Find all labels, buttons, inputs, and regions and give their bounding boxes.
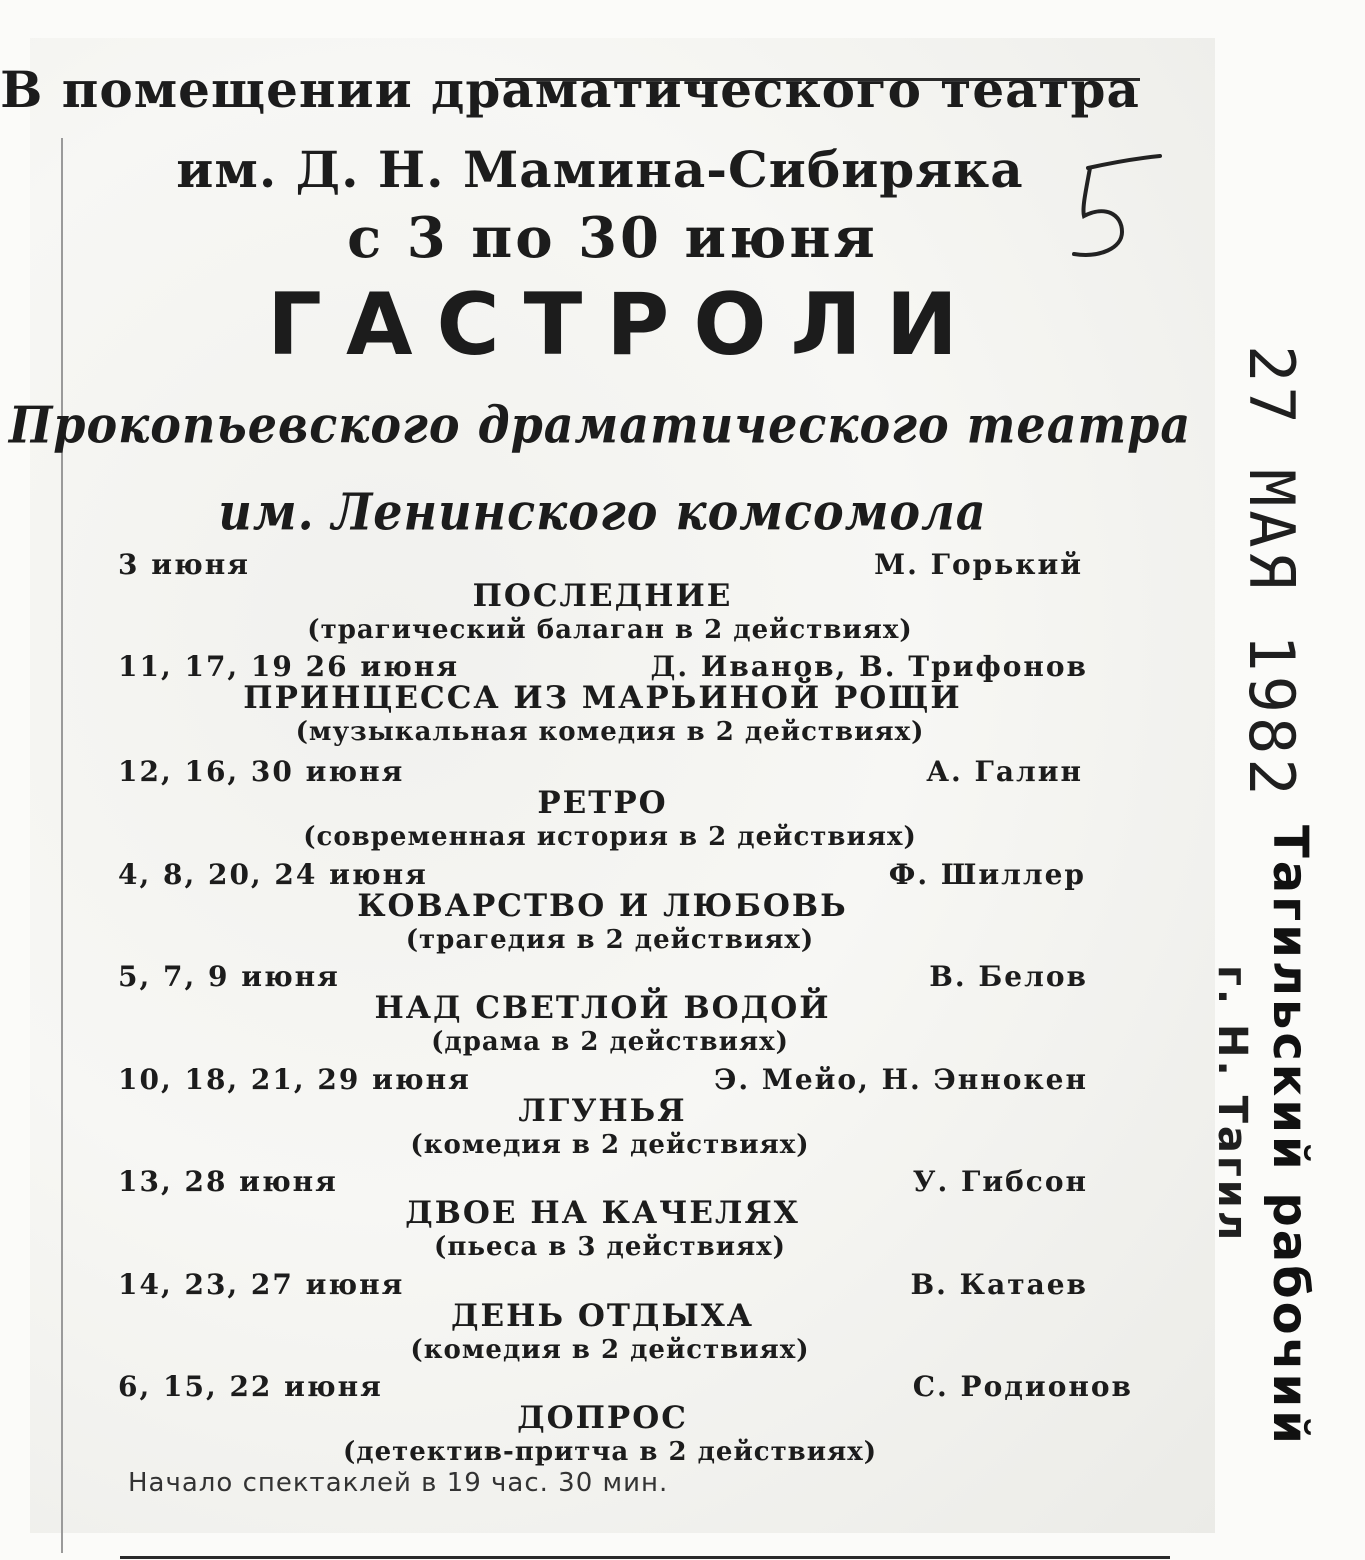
performance-author: В. Катаев bbox=[910, 1268, 1088, 1301]
performance-title: ДОПРОС bbox=[517, 1400, 688, 1436]
performance-author: В. Белов bbox=[929, 960, 1088, 993]
performance-genre: (комедия в 2 действиях) bbox=[410, 1130, 810, 1160]
tour-dates: с 3 по 30 июня bbox=[347, 205, 878, 271]
performance-author: Э. Мейо, Н. Эннокен bbox=[714, 1063, 1088, 1096]
performance-dates: 5, 7, 9 июня bbox=[118, 960, 340, 993]
performance-title: ДЕНЬ ОТДЫХА bbox=[450, 1298, 755, 1334]
performance-dates: 14, 23, 27 июня bbox=[118, 1268, 405, 1301]
performance-genre: (современная история в 2 действиях) bbox=[303, 822, 917, 852]
performance-dates: 3 июня bbox=[118, 548, 250, 581]
performance-dates: 13, 28 июня bbox=[118, 1165, 338, 1198]
touring-theatre: Прокопьевского драматического театра bbox=[8, 395, 1192, 455]
handwritten-number-mark bbox=[1060, 150, 1180, 270]
bottom-rule bbox=[120, 1556, 1170, 1559]
performance-title: РЕТРО bbox=[537, 785, 668, 821]
tour-heading: ГАСТРОЛИ bbox=[267, 275, 982, 375]
performance-dates: 4, 8, 20, 24 июня bbox=[118, 858, 428, 891]
performance-genre: (трагедия в 2 действиях) bbox=[405, 925, 815, 955]
performance-title: НАД СВЕТЛОЙ ВОДОЙ bbox=[374, 990, 831, 1026]
performance-genre: (трагический балаган в 2 действиях) bbox=[307, 615, 913, 645]
performance-title: ПРИНЦЕССА ИЗ МАРЬИНОЙ РОЩИ bbox=[243, 680, 962, 716]
performance-dates: 12, 16, 30 июня bbox=[118, 755, 405, 788]
performance-title: ПОСЛЕДНИЕ bbox=[472, 578, 733, 614]
venue-line: В помещении драматического театра bbox=[0, 60, 1140, 119]
venue-name-line: им. Д. Н. Мамина-Сибиряка bbox=[176, 140, 1024, 199]
performance-author: Ф. Шиллер bbox=[888, 858, 1086, 891]
start-time-note: Начало спектаклей в 19 час. 30 мин. bbox=[128, 1468, 669, 1498]
performance-author: А. Галин bbox=[926, 755, 1083, 788]
performance-genre: (детектив-притча в 2 действиях) bbox=[342, 1437, 878, 1467]
performance-genre: (пьеса в 3 действиях) bbox=[434, 1232, 786, 1262]
performance-title: КОВАРСТВО И ЛЮБОВЬ bbox=[357, 888, 848, 924]
performance-genre: (комедия в 2 действиях) bbox=[410, 1335, 810, 1365]
performance-title: ЛГУНЬЯ bbox=[518, 1093, 687, 1129]
performance-author: М. Горький bbox=[874, 548, 1083, 581]
performance-author: С. Родионов bbox=[912, 1370, 1133, 1403]
performance-title: ДВОЕ НА КАЧЕЛЯХ bbox=[405, 1195, 800, 1231]
touring-theatre-named: им. Ленинского комсомола bbox=[218, 482, 987, 542]
performance-author: Д. Иванов, В. Трифонов bbox=[650, 650, 1088, 683]
performance-genre: (музыкальная комедия в 2 действиях) bbox=[295, 717, 925, 747]
performance-author: У. Гибсон bbox=[912, 1165, 1088, 1198]
performance-dates: 6, 15, 22 июня bbox=[118, 1370, 383, 1403]
performance-dates: 11, 17, 19 26 июня bbox=[118, 650, 460, 683]
performance-dates: 10, 18, 21, 29 июня bbox=[118, 1063, 471, 1096]
performance-genre: (драма в 2 действиях) bbox=[431, 1027, 789, 1057]
